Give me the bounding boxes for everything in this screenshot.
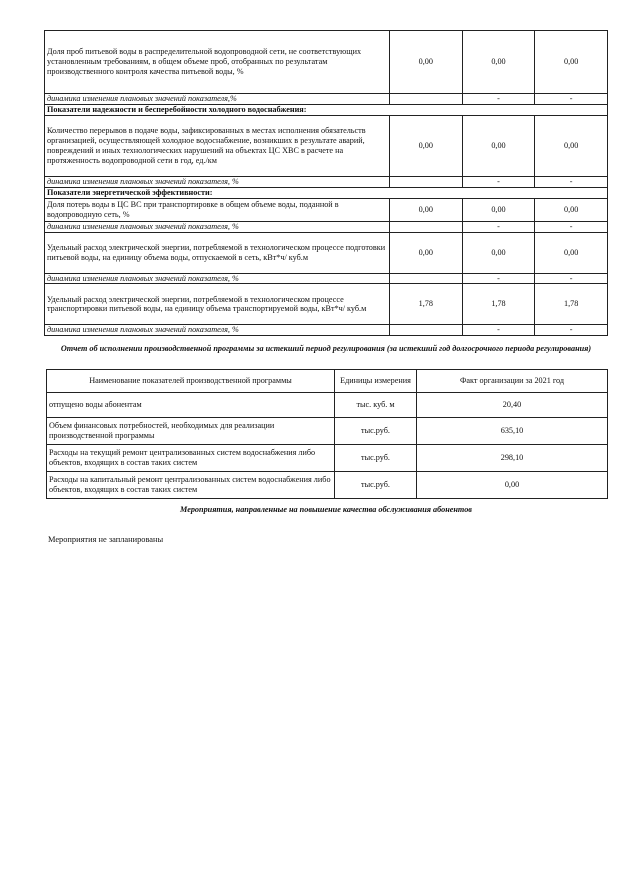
report-row-name: отпущено воды абонентам bbox=[47, 393, 335, 418]
table-row bbox=[45, 198, 608, 221]
report-row-fact: 0,00 bbox=[417, 472, 608, 499]
report-row-unit: тыс.руб. bbox=[335, 472, 417, 499]
section-header: Показатели энергетической эффективности: bbox=[45, 187, 608, 198]
table-row bbox=[45, 115, 608, 176]
report-row-name: Расходы на текущий ремонт централизованных систем водоснабжения либо объектов, входящих в состав таких систем bbox=[47, 445, 335, 472]
report-row-fact: 20,40 bbox=[417, 393, 608, 418]
column-header-fact: Факт организации за 2021 год bbox=[417, 370, 608, 393]
section-header-row bbox=[45, 104, 608, 115]
indicator-value: - bbox=[535, 176, 608, 187]
table-row bbox=[47, 445, 608, 472]
measures-title: Мероприятия, направленные на повышение качества обслуживания абонентов bbox=[180, 505, 472, 514]
indicator-label: динамика изменения плановых значений показателя, % bbox=[45, 221, 390, 232]
indicator-value: 0,00 bbox=[390, 232, 463, 273]
indicator-value: 0,00 bbox=[462, 31, 535, 94]
indicator-value: - bbox=[535, 94, 608, 105]
report-header-row bbox=[47, 370, 608, 393]
indicator-value bbox=[390, 94, 463, 105]
column-header-unit: Единицы измерения bbox=[335, 370, 417, 393]
column-header-name: Наименование показателей производственной программы bbox=[47, 370, 335, 393]
indicator-value bbox=[390, 325, 463, 336]
indicator-value: 0,00 bbox=[390, 31, 463, 94]
indicator-value: 1,78 bbox=[535, 284, 608, 325]
report-row-unit: тыс.руб. bbox=[335, 445, 417, 472]
indicator-label: Удельный расход электрической энергии, потребляемой в технологическом процессе подготовки питьевой воды, на единицу объема воды, отпускаемой в сеть, кВт*ч/ куб.м bbox=[45, 232, 390, 273]
indicator-label: динамика изменения плановых значений показателя,% bbox=[45, 94, 390, 105]
report-row-name: Объем финансовых потребностей, необходимых для реализации производственной программы bbox=[47, 418, 335, 445]
indicator-value bbox=[390, 176, 463, 187]
table-row bbox=[45, 273, 608, 284]
indicator-label: динамика изменения плановых значений показателя, % bbox=[45, 325, 390, 336]
indicator-value: 0,00 bbox=[462, 198, 535, 221]
table-row bbox=[47, 393, 608, 418]
indicator-value bbox=[390, 221, 463, 232]
indicator-value: - bbox=[535, 273, 608, 284]
indicator-value: 0,00 bbox=[535, 115, 608, 176]
indicator-label: динамика изменения плановых значений показателя, % bbox=[45, 176, 390, 187]
indicator-label: Количество перерывов в подаче воды, зафиксированных в местах исполнения обязательств организацией, осуществляющей холодное водоснабжение, возникших в результате аварий, повреждений и иных технологических нарушений на объектах ЦС ХВС в расчете на протяженность водопроводной сети в год, ед./км bbox=[45, 115, 390, 176]
indicator-value bbox=[390, 273, 463, 284]
indicator-value: - bbox=[462, 273, 535, 284]
indicators-table bbox=[44, 30, 608, 336]
table-row bbox=[45, 325, 608, 336]
indicator-value: - bbox=[535, 325, 608, 336]
indicator-value: 0,00 bbox=[535, 232, 608, 273]
table-row bbox=[47, 472, 608, 499]
table-row bbox=[45, 284, 608, 325]
indicator-label: динамика изменения плановых значений показателя, % bbox=[45, 273, 390, 284]
report-table bbox=[46, 369, 608, 499]
indicator-value: 1,78 bbox=[390, 284, 463, 325]
measures-text: Мероприятия не запланированы bbox=[48, 535, 164, 544]
table-row bbox=[45, 232, 608, 273]
indicator-value: 0,00 bbox=[390, 198, 463, 221]
report-row-unit: тыс.руб. bbox=[335, 418, 417, 445]
indicator-value: 0,00 bbox=[535, 31, 608, 94]
table-row bbox=[45, 31, 608, 94]
section-header-row bbox=[45, 187, 608, 198]
indicator-value: - bbox=[462, 325, 535, 336]
section-header: Показатели надежности и бесперебойности холодного водоснабжения: bbox=[45, 104, 608, 115]
indicator-value: - bbox=[462, 176, 535, 187]
indicator-value: 0,00 bbox=[462, 115, 535, 176]
indicator-value: - bbox=[535, 221, 608, 232]
report-title: Отчет об исполнении производственной программы за истекший период регулирования (за истекший год долгосрочного периода регулирования) bbox=[60, 344, 592, 353]
indicator-value: 1,78 bbox=[462, 284, 535, 325]
indicator-label: Удельный расход электрической энергии, потребляемой в технологическом процессе транспортировки питьевой воды, на единицу объема транспортируемой воды, кВт*ч/ куб.м bbox=[45, 284, 390, 325]
report-row-fact: 635,10 bbox=[417, 418, 608, 445]
indicator-value: 0,00 bbox=[390, 115, 463, 176]
indicator-value: 0,00 bbox=[535, 198, 608, 221]
report-row-fact: 298,10 bbox=[417, 445, 608, 472]
table-row bbox=[47, 418, 608, 445]
indicator-label: Доля проб питьевой воды в распределительной водопроводной сети, не соответствующих установленным требованиям, в общем объеме проб, отобранных по результатам производственного контроля качества питьевой воды, % bbox=[45, 31, 390, 94]
table-row bbox=[45, 94, 608, 105]
indicator-value: 0,00 bbox=[462, 232, 535, 273]
indicator-label: Доля потерь воды в ЦС ВС при транспортировке в общем объеме воды, поданной в водопроводную сеть, % bbox=[45, 198, 390, 221]
table-row bbox=[45, 176, 608, 187]
table-row bbox=[45, 221, 608, 232]
report-row-unit: тыс. куб. м bbox=[335, 393, 417, 418]
report-row-name: Расходы на капитальный ремонт централизованных систем водоснабжения либо объектов, входящих в состав таких систем bbox=[47, 472, 335, 499]
indicator-value: - bbox=[462, 221, 535, 232]
indicator-value: - bbox=[462, 94, 535, 105]
